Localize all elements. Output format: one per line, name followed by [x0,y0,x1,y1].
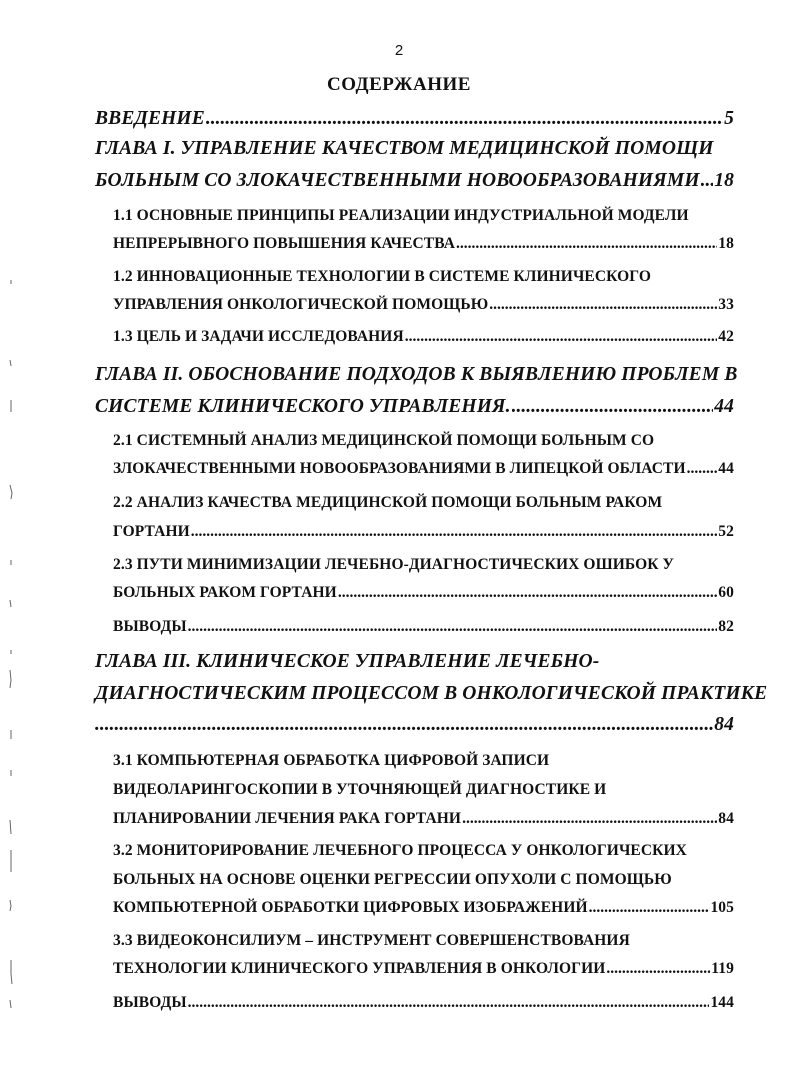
toc-page-number: 84 [714,714,734,735]
toc-section-3-2[interactable] [113,899,734,917]
leader-dots [489,296,717,314]
leader-dots [701,170,714,192]
leader-dots [589,899,710,917]
toc-entry-text: КОМПЬЮТЕРНОЙ ОБРАБОТКИ ЦИФРОВЫХ ИЗОБРАЖЕНИЙ [113,899,588,916]
toc-section-2-2[interactable] [113,523,734,541]
toc-entry-text: ВЫВОДЫ [113,618,187,635]
toc-page-number: 18 [718,235,734,252]
leader-dots [338,584,717,602]
toc-section-3-1-line-2[interactable]: ВИДЕОЛАРИНГОСКОПИИ В УТОЧНЯЮЩЕЙ ДИАГНОСТИКЕ И [113,781,607,798]
toc-entry-text: НЕПРЕРЫВНОГО ПОВЫШЕНИЯ КАЧЕСТВА [113,235,455,252]
leader-dots [606,960,710,978]
toc-entry-text: ПЛАНИРОВАНИИ ЛЕЧЕНИЯ РАКА ГОРТАНИ [113,810,462,827]
toc-section-1-2[interactable] [113,296,734,314]
leader-dots [512,396,714,418]
leader-dots [188,618,718,636]
toc-page-number: 52 [718,523,734,540]
toc-page-number: 105 [710,899,734,916]
toc-entry-text: УПРАВЛЕНИЯ ОНКОЛОГИЧЕСКОЙ ПОМОЩЬЮ [113,296,489,313]
toc-entry-text: СИСТЕМЕ КЛИНИЧЕСКОГО УПРАВЛЕНИЯ. [95,396,511,417]
toc-section-3-3[interactable] [113,960,734,978]
toc-chapter-1[interactable] [95,170,734,192]
toc-section-2-1-line-1[interactable]: 2.1 СИСТЕМНЫЙ АНАЛИЗ МЕДИЦИНСКОЙ ПОМОЩИ БОЛЬНЫМ СО [113,432,655,449]
toc-page-number: 42 [718,328,734,345]
leader-dots [405,328,718,346]
toc-entry-text: БОЛЬНЫМ СО ЗЛОКАЧЕСТВЕННЫМИ НОВООБРАЗОВАНИЯМИ [95,170,700,191]
leader-dots [206,108,723,130]
toc-chapter-3-line-1[interactable]: ГЛАВА III. КЛИНИЧЕСКОЕ УПРАВЛЕНИЕ ЛЕЧЕБНО- [95,651,600,672]
toc-page-number: 60 [718,584,734,601]
leader-dots [188,994,710,1012]
toc-entry-text: ВЫВОДЫ [113,994,187,1011]
toc-page-number: 144 [710,994,734,1011]
toc-section-2-3[interactable] [113,584,734,602]
toc-entry-intro[interactable] [95,108,734,130]
leader-dots [462,810,717,828]
page-title: СОДЕРЖАНИЕ [327,74,471,95]
toc-entry-text: ГОРТАНИ [113,523,190,540]
toc-entry-text: ВВЕДЕНИЕ [95,108,205,129]
toc-page-number: 18 [714,170,734,191]
toc-page-number: 5 [724,108,734,129]
toc-entry-text: ЗЛОКАЧЕСТВЕННЫМИ НОВООБРАЗОВАНИЯМИ В ЛИПЕЦКОЙ ОБЛАСТИ [113,460,686,477]
toc-section-2-3-line-1[interactable]: 2.3 ПУТИ МИНИМИЗАЦИИ ЛЕЧЕБНО-ДИАГНОСТИЧЕСКИХ ОШИБОК У [113,556,675,573]
leader-dots [687,460,718,478]
toc-chapter-3-line-2[interactable]: ДИАГНОСТИЧЕСКИМ ПРОЦЕССОМ В ОНКОЛОГИЧЕСКОЙ ПРАКТИКЕ [95,683,768,704]
toc-page-number: 33 [718,296,734,313]
toc-section-3-1-line-1[interactable]: 3.1 КОМПЬЮТЕРНАЯ ОБРАБОТКА ЦИФРОВОЙ ЗАПИСИ [113,752,550,769]
toc-section-2-2-line-1[interactable]: 2.2 АНАЛИЗ КАЧЕСТВА МЕДИЦИНСКОЙ ПОМОЩИ БОЛЬНЫМ РАКОМ [113,494,663,511]
toc-section-1-2-line-1[interactable]: 1.2 ИННОВАЦИОННЫЕ ТЕХНОЛОГИИ В СИСТЕМЕ КЛИНИЧЕСКОГО [113,268,651,285]
leader-dots [456,235,717,253]
toc-section-3-3-line-1[interactable]: 3.3 ВИДЕОКОНСИЛИУМ – ИНСТРУМЕНТ СОВЕРШЕНСТВОВАНИЯ [113,932,630,949]
toc-entry-text: ТЕХНОЛОГИИ КЛИНИЧЕСКОГО УПРАВЛЕНИЯ В ОНКОЛОГИИ [113,960,606,977]
toc-conclusions-2[interactable] [113,618,734,636]
toc-section-2-1[interactable] [113,460,734,478]
toc-section-3-2-line-1[interactable]: 3.2 МОНИТОРИРОВАНИЕ ЛЕЧЕБНОГО ПРОЦЕССА У ОНКОЛОГИЧЕСКИХ [113,842,687,859]
toc-section-1-1[interactable] [113,235,734,253]
scan-edge-marks [2,260,20,1060]
toc-chapter-2[interactable] [95,396,734,418]
toc-section-3-1[interactable] [113,810,734,828]
toc-section-1-1-line-1[interactable]: 1.1 ОСНОВНЫЕ ПРИНЦИПЫ РЕАЛИЗАЦИИ ИНДУСТРИАЛЬНОЙ МОДЕЛИ [113,207,689,224]
toc-chapter-1-line-1[interactable]: ГЛАВА I. УПРАВЛЕНИЕ КАЧЕСТВОМ МЕДИЦИНСКОЙ ПОМОЩИ [95,138,714,159]
toc-entry-text: 1.3 ЦЕЛЬ И ЗАДАЧИ ИССЛЕДОВАНИЯ [113,328,404,345]
toc-chapter-3[interactable] [95,714,734,736]
toc-page-number: 44 [714,396,734,417]
page-number: 2 [394,42,404,59]
toc-page-number: 119 [711,960,734,977]
toc-section-1-3[interactable] [113,328,734,346]
toc-entry-text: БОЛЬНЫХ РАКОМ ГОРТАНИ [113,584,337,601]
toc-chapter-2-line-1[interactable]: ГЛАВА II. ОБОСНОВАНИЕ ПОДХОДОВ К ВЫЯВЛЕНИЮ ПРОБЛЕМ В [95,364,738,385]
leader-dots [191,523,718,541]
leader-dots [95,714,713,736]
toc-section-3-2-line-2[interactable]: БОЛЬНЫХ НА ОСНОВЕ ОЦЕНКИ РЕГРЕССИИ ОПУХОЛИ С ПОМОЩЬЮ [113,871,672,888]
toc-page-number: 44 [718,460,734,477]
toc-page-number: 82 [718,618,734,635]
toc-conclusions-3[interactable] [113,994,734,1012]
toc-page-number: 84 [718,810,734,827]
